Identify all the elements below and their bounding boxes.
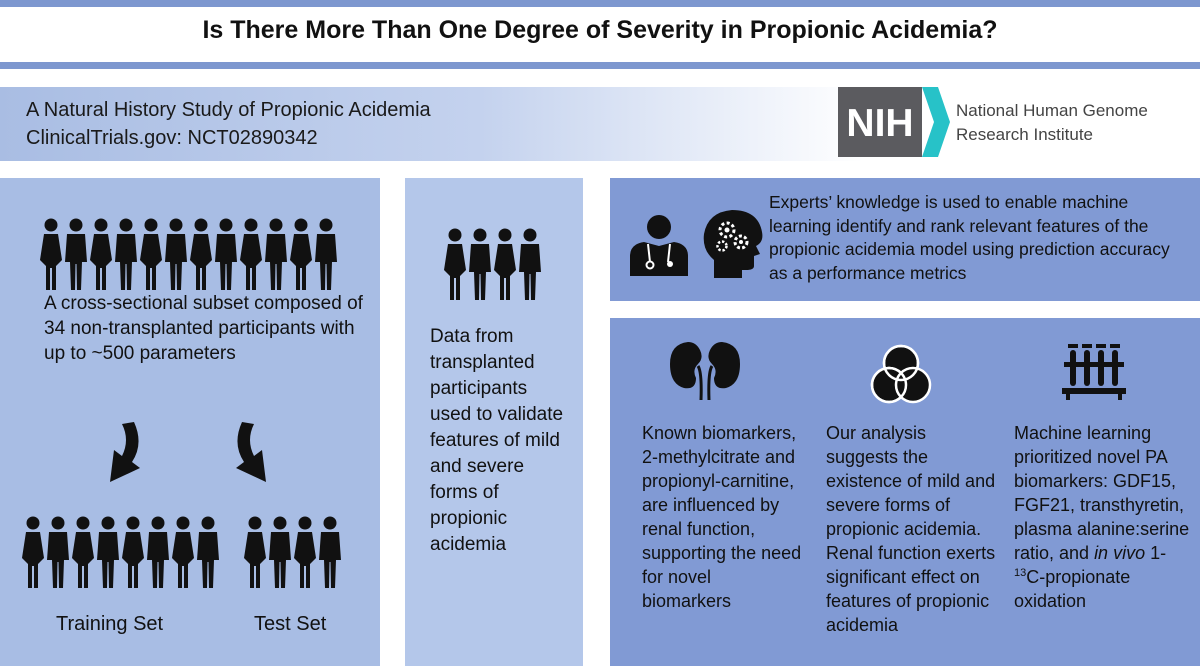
person-icon — [90, 219, 112, 291]
nih-logo — [838, 87, 950, 157]
institute-name-line1: National Human Genome — [956, 101, 1148, 120]
person-icon — [269, 517, 291, 589]
person-icon — [290, 219, 312, 291]
person-icon — [22, 517, 44, 589]
institute-name-line2: Research Institute — [956, 125, 1094, 144]
kidneys-icon — [668, 340, 742, 400]
crowd-icon — [22, 516, 224, 588]
known-biomarkers-text: Known biomarkers, 2-methylcitrate and propionyl-carnitine, are influenced by renal function, supporting the need for novel biomarkers — [642, 423, 802, 611]
person-icon — [319, 517, 341, 589]
experts-description: Experts’ knowledge is used to enable machine learning identify and rank relevant features of the propionic acidemia model using prediction accuracy as a performance metrics — [769, 192, 1170, 283]
person-icon — [72, 517, 94, 589]
crowd-icon — [444, 228, 546, 300]
machine-learning-text — [1014, 421, 1194, 613]
cross-sectional-description: A cross-sectional subset composed of 34 non-transplanted participants with up to ~500 parameters — [44, 293, 363, 364]
title-bar-bottom — [0, 62, 1200, 69]
title-bar-top — [0, 0, 1200, 7]
study-title: A Natural History Study of Propionic Acidemia — [26, 99, 431, 121]
person-icon — [315, 219, 337, 291]
person-icon — [265, 219, 287, 291]
crowd-icon — [40, 218, 340, 290]
person-icon — [244, 517, 266, 589]
person-icon — [519, 229, 541, 301]
person-icon — [140, 219, 162, 291]
test-tubes-icon — [1062, 344, 1126, 400]
venn-icon — [870, 344, 932, 406]
trial-id: ClinicalTrials.gov: NCT02890342 — [26, 127, 318, 149]
transplanted-description: Data from transplanted participants used to validate features of mild and severe forms of propionic acidemia — [430, 326, 564, 555]
person-icon — [40, 219, 62, 291]
person-icon — [197, 517, 219, 589]
person-icon — [190, 219, 212, 291]
nih-logo-text: NIH — [846, 102, 914, 145]
ml-text-number: 1- — [1150, 543, 1167, 563]
test-set-label: Test Set — [254, 613, 327, 635]
person-icon — [115, 219, 137, 291]
arrow-icon — [216, 420, 276, 486]
page-title: Is There More Than One Degree of Severity in Propionic Acidemia? — [202, 16, 998, 44]
arrow-icon — [100, 420, 160, 486]
person-icon — [294, 517, 316, 589]
person-icon — [240, 219, 262, 291]
person-icon — [444, 229, 466, 301]
person-icon — [172, 517, 194, 589]
person-icon — [97, 517, 119, 589]
analysis-text: Our analysis suggests the existence of mild and severe forms of propionic acidemia. Renal function exerts significant effect on features of propionic acidemia — [826, 423, 996, 635]
person-icon — [494, 229, 516, 301]
ml-text-invivo: in vivo — [1094, 543, 1146, 563]
training-set-label: Training Set — [56, 613, 164, 635]
person-icon — [147, 517, 169, 589]
person-icon — [469, 229, 491, 301]
person-icon — [165, 219, 187, 291]
person-icon — [47, 517, 69, 589]
doctor-icon — [628, 212, 690, 276]
brain-gears-icon — [700, 208, 766, 278]
ml-text-isotope: 13 — [1014, 567, 1027, 579]
person-icon — [65, 219, 87, 291]
crowd-icon — [244, 516, 346, 588]
ml-text-suffix: C-propionate oxidation — [1014, 567, 1131, 611]
person-icon — [215, 219, 237, 291]
ml-text-main: Machine learning prioritized novel PA biomarkers: GDF15, FGF21, transthyretin, plasma alanine:serine ratio, and — [1014, 423, 1190, 563]
person-icon — [122, 517, 144, 589]
